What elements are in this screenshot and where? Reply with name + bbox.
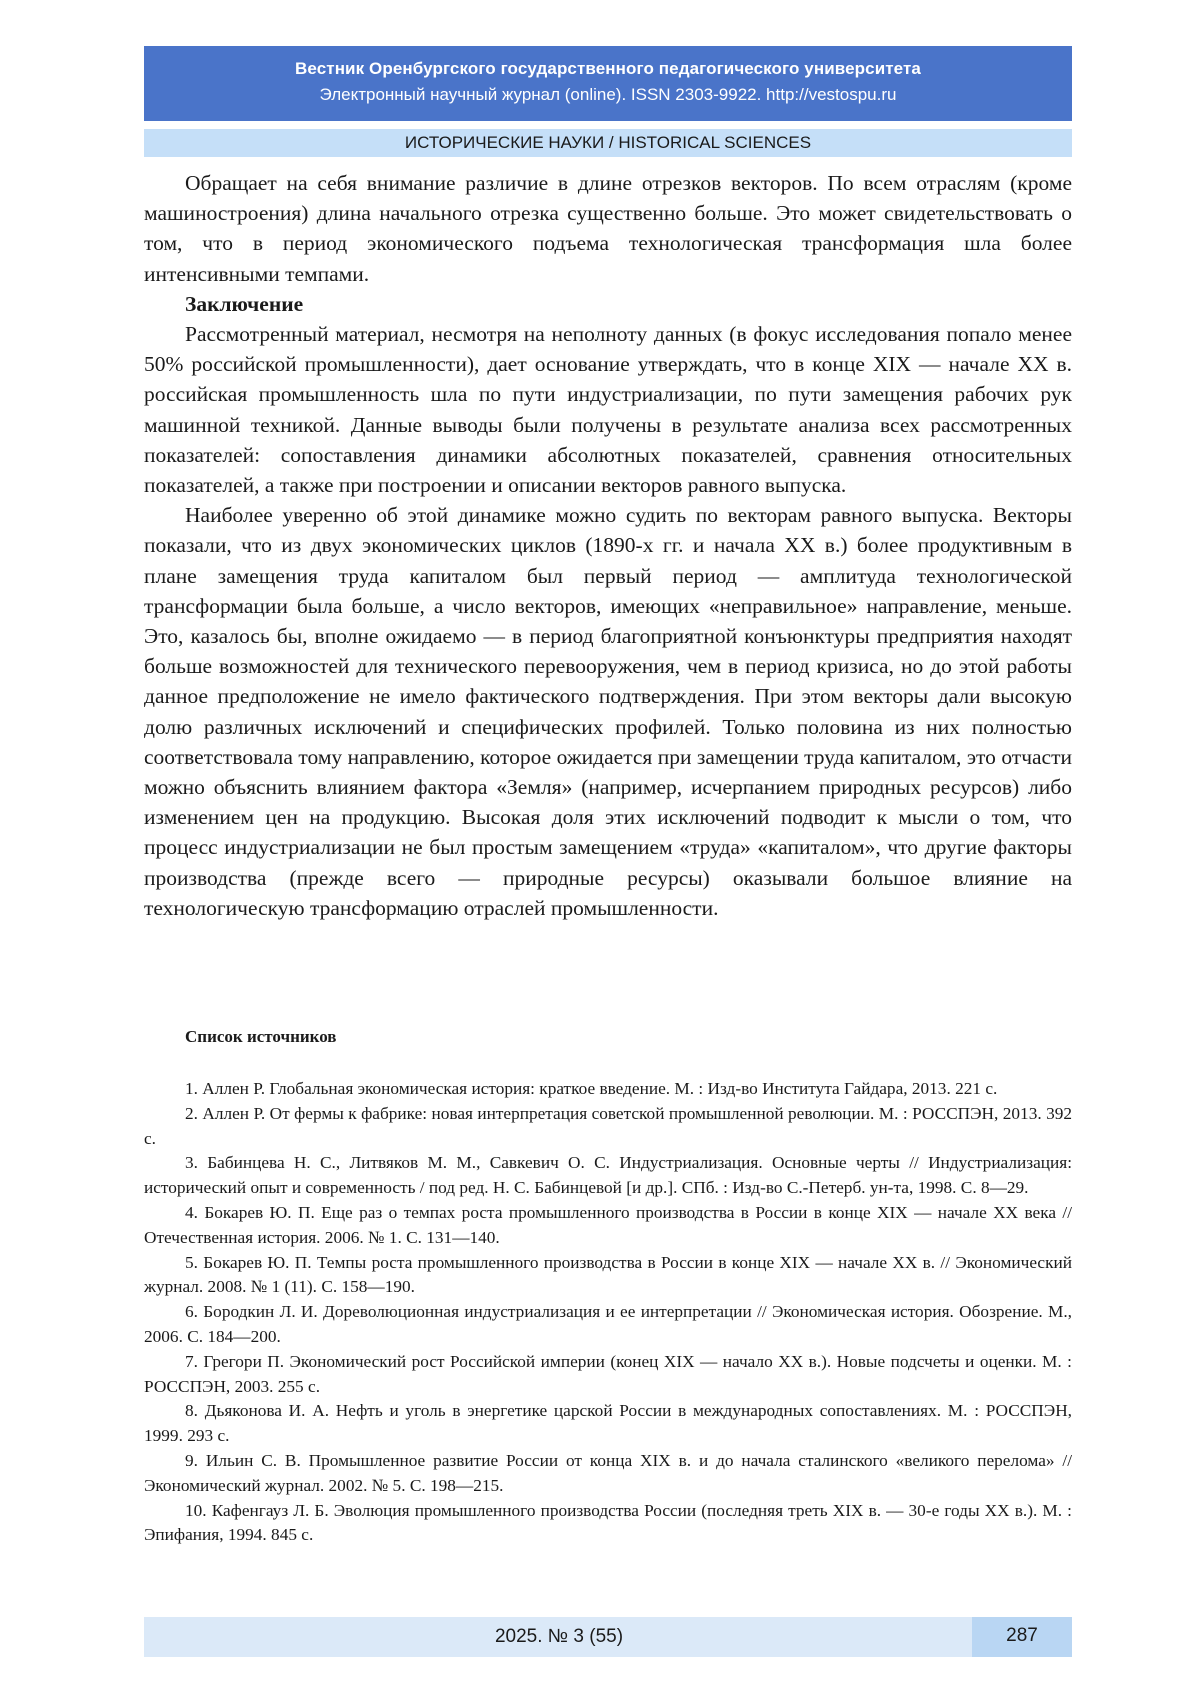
journal-subtitle: Электронный научный журнал (online). ISSN 2303-9922. http://vestospu.ru	[319, 85, 897, 104]
section-label: ИСТОРИЧЕСКИЕ НАУКИ / HISTORICAL SCIENCES	[144, 129, 1072, 157]
reference-item: 5. Бокарев Ю. П. Темпы роста промышленного производства в России в конце XIX — начале XX в. // Экономический журнал. 2008. № 1 (11). С. 158—190.	[144, 1252, 1072, 1297]
reference-item: 4. Бокарев Ю. П. Еще раз о темпах роста промышленного производства в России в конце XIX — начале XX века // Отечественная история. 2006. № 1. С. 131—140.	[144, 1202, 1072, 1247]
issue-label: 2025. № 3 (55)	[494, 1626, 624, 1647]
reference-item: 7. Грегори П. Экономический рост Российской империи (конец XIX — начало XX в.). Новые подсчеты и оценки. М. : РОССПЭН, 2003. 255 с.	[144, 1351, 1072, 1396]
reference-item: 1. Аллен Р. Глобальная экономическая история: краткое введение. М. : Изд-во Института Гайдара, 2013. 221 с.	[185, 1079, 998, 1098]
reference-item: 2. Аллен Р. От фермы к фабрике: новая интерпретация советской промышленной революции. М. : РОССПЭН, 2013. 392 с.	[144, 1103, 1072, 1148]
page-number: 287	[972, 1617, 1072, 1657]
body-paragraph: Обращает на себя внимание различие в длине отрезков векторов. По всем отраслям (кроме машиностроения) длина начального отрезка существенно больше. Это может свидетельствовать о том, что в период экономического подъема технологическая трансформация шла более интенсивными темпами.	[144, 171, 1072, 286]
body-paragraph: Рассмотренный материал, несмотря на неполноту данных (в фокус исследования попало менее 50% российской промышленности), дает основание утверждать, что в конце XIX — начале XX в. российская промышленность шла по пути индустриализации, по пути замещения рабочих рук машинной техникой. Данные выводы были получены в результате анализа всех рассмотренных показателей: сопоставления динамики абсолютных показателей, сравнения относительных показателей, а также при построении и описании векторов равного выпуска.	[144, 322, 1072, 498]
reference-item: 10. Кафенгауз Л. Б. Эволюция промышленного производства России (последняя треть XIX в. — 30-е годы XX в.). М. : Эпифания, 1994. 845 с.	[144, 1500, 1072, 1545]
reference-item: 9. Ильин С. В. Промышленное развитие России от конца XIX в. и до начала сталинского «великого перелома» // Экономический журнал. 2002. № 5. С. 198—215.	[144, 1450, 1072, 1495]
reference-item: 3. Бабинцева Н. С., Литвяков М. М., Савкевич О. С. Индустриализация. Основные черты // Индустриализация: исторический опыт и современность / под ред. Н. С. Бабинцевой [и др.]. СПб. : Изд-во С.-Петерб. ун-та, 1998. С. 8—29.	[144, 1153, 1072, 1198]
page-footer	[144, 1617, 1072, 1657]
conclusion-heading: Заключение	[185, 291, 304, 316]
article-body	[144, 168, 1072, 923]
journal-header	[144, 46, 1072, 121]
body-paragraph: Наиболее уверенно об этой динамике можно судить по векторам равного выпуска. Векторы показали, что из двух экономических циклов (1890-х гг. и начала XX в.) более продуктивным в плане замещения труда капиталом был первый период — амплитуда технологической трансформации была больше, а число векторов, имеющих «неправильное» направление, меньше. Это, казалось бы, вполне ожидаемо — в период благоприятной конъюнктуры предприятия находят больше возможностей для технического перевооружения, чем в период кризиса, но до этой работы данное предположение не имело фактического подтверждения. При этом векторы дали высокую долю различных исключений и специфических профилей. Только половина из них полностью соответствовала тому направлению, которое ожидается при замещении труда капиталом, это отчасти можно объяснить влиянием фактора «Земля» (например, исчерпанием природных ресурсов) либо изменением цен на продукцию. Высокая доля этих исключений подводит к мысли о том, что процесс индустриализации не был простым замещением «труда» «капиталом», что другие факторы производства (прежде всего — природные ресурсы) оказывали большое влияние на технологическую трансформацию отраслей промышленности.	[144, 503, 1072, 920]
reference-item: 6. Бородкин Л. И. Дореволюционная индустриализация и ее интерпретации // Экономическая история. Обозрение. М., 2006. С. 184—200.	[144, 1302, 1072, 1346]
journal-title: Вестник Оренбургского государственного педагогического университета	[295, 59, 921, 78]
reference-item: 8. Дьяконова И. А. Нефть и уголь в энергетике царской России в международных сопоставлениях. М. : РОССПЭН, 1999. 293 с.	[144, 1401, 1072, 1446]
references-list	[144, 1077, 1072, 1548]
references-title: Список источников	[185, 1027, 337, 1046]
